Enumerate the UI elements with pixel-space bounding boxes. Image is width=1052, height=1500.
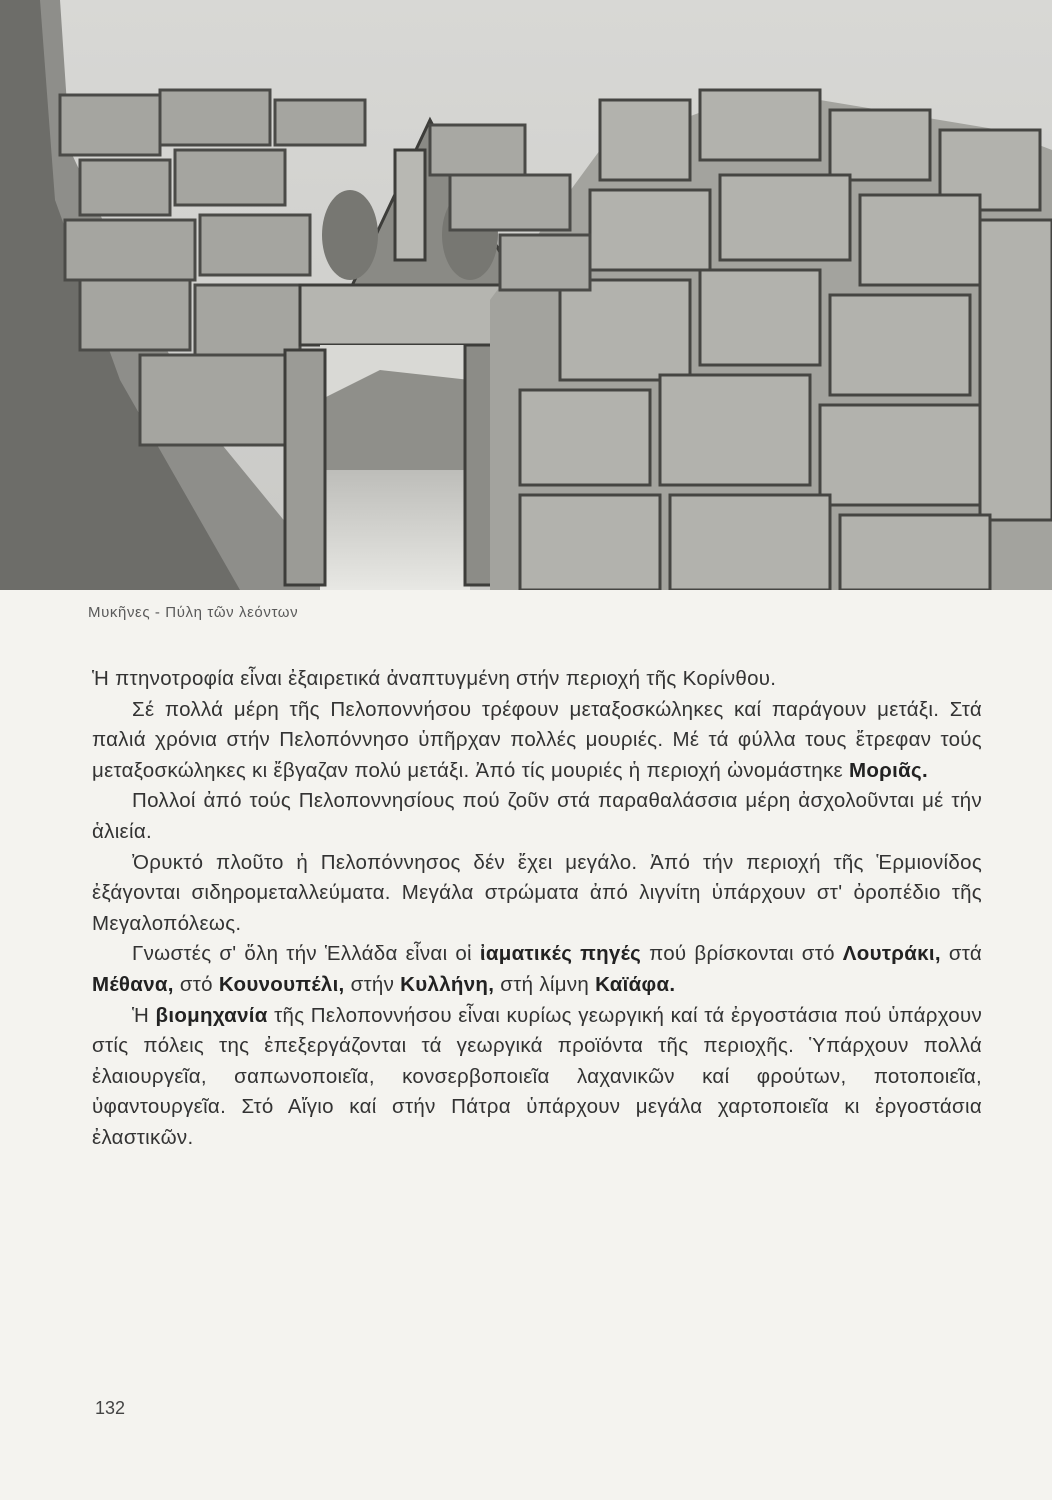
paragraph-minerals	[92, 848, 982, 940]
paragraph-minerals-text: Ὀρυκτό πλοῦτο ἡ Πελοπόννησος δέν ἔχει μεγάλο. Ἀπό τήν περιοχή τῆς Ἑρμιονίδος ἐξάγονται σιδηρομεταλλεύματα. Μεγάλα στρώματα ἀπό λιγνίτη ὑπάρχουν στ' ὀροπέδιο τῆς Μεγαλοπόλεως.	[92, 850, 982, 935]
lion-gate-illustration	[0, 0, 1052, 590]
springs-text-d: στά	[948, 942, 983, 966]
term-industry: βιομηχανία	[155, 1003, 268, 1027]
term-kounoupeli: Κουνουπέλι,	[218, 972, 345, 996]
paragraph-silk-text: Σέ πολλά μέρη τῆς Πελοποννήσου τρέφουν μεταξοσκώληκες καί παράγουν μετάξι. Στά παλιά χρόνια στήν Πελοπόννησο ὑπῆρχαν πολλές μουριές. Μέ τά φύλλα τους ἔτρεφαν τούς μεταξοσκώληκες κι ἔβγαζαν πολύ μετάξι. Ἀπό τίς μουριές ἡ περιοχή ὠνομάστηκε	[92, 697, 982, 782]
springs-text-e: στό	[179, 972, 213, 996]
term-kyllini: Κυλλήνη,	[400, 972, 495, 996]
paragraph-fishing-text: Πολλοί ἀπό τούς Πελοποννησίους πού ζοῦν στά παραθαλάσσια μέρη ἀσχολοῦνται μέ τήν ἁλιεία.	[92, 789, 982, 843]
paragraph-poultry-text: Ἡ πτηνοτροφία εἶναι ἐξαιρετικά ἀναπτυγμένη στήν περιοχή τῆς Κορίνθου.	[92, 667, 777, 690]
lion-gate-photo	[0, 0, 1052, 590]
springs-text-a: Γνωστές σ' ὅλη τήν Ἑλλάδα εἶναι οἱ	[132, 942, 472, 966]
industry-text-a: Ἡ	[132, 1003, 150, 1027]
term-loutraki: Λουτράκι,	[842, 942, 941, 966]
paragraph-poultry	[92, 664, 982, 695]
term-morias: Μοριᾶς.	[848, 758, 928, 782]
springs-text-g: στή λίμνη	[500, 972, 590, 996]
springs-text-f: στήν	[350, 972, 395, 996]
term-kaiafa: Καϊάφα.	[595, 972, 676, 996]
industry-text-c: τῆς Πελοποννήσου εἶναι κυρίως γεωργική καί τά ἐργοστάσια πού ὑπάρχουν στίς πόλεις της ἐπεξεργάζονται τά γεωργικά προϊόντα τῆς περιοχῆς. Ὑπάρχουν πολλά ἐλαιουργεῖα, σαπωνοποιεῖα, κονσερβοποιεῖα λαχανικῶν καί φρούτων, ποτοποιεῖα, ὑφαντουργεῖα. Στό Αἴγιο καί στήν Πάτρα ὑπάρχουν μεγάλα χαρτοποιεῖα κι ἐργοστάσια ἐλαστικῶν.	[92, 1003, 983, 1149]
springs-text-c: πού βρίσκονται στό	[649, 942, 835, 966]
paragraph-silk	[92, 695, 982, 787]
paragraph-industry	[92, 1001, 982, 1154]
term-springs: ἰαματικές πηγές	[479, 942, 642, 966]
photo-caption: Μυκῆνες - Πύλη τῶν λεόντων	[88, 604, 299, 621]
paragraph-springs	[92, 939, 982, 1000]
page-number: 132	[95, 1398, 126, 1418]
paragraph-fishing	[92, 786, 982, 847]
body-text	[92, 664, 982, 1154]
term-methana: Μέθανα,	[92, 972, 174, 996]
